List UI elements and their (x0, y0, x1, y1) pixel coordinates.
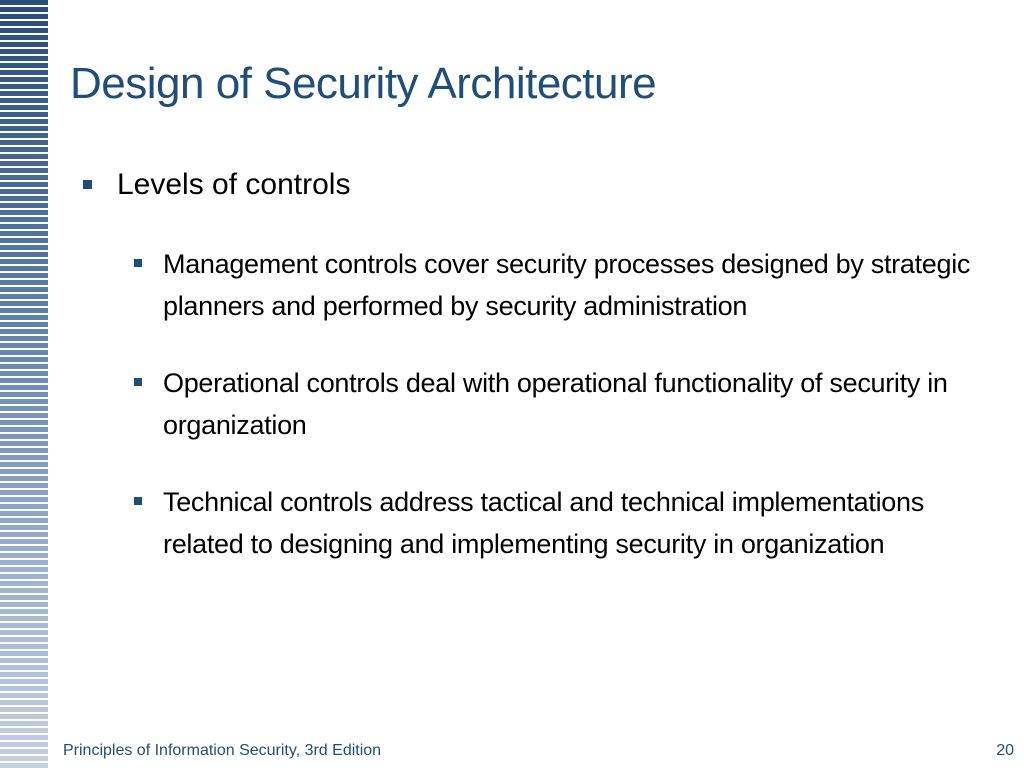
square-bullet-icon (134, 259, 142, 267)
square-bullet-icon (134, 378, 142, 386)
sub-bullet-text: Operational controls deal with operational functionality of security in organization (163, 368, 948, 440)
page-number: 20 (996, 742, 1014, 759)
square-bullet-icon (83, 180, 92, 189)
bullet-text: Levels of controls (117, 168, 351, 201)
footer-source: Principles of Information Security, 3rd Edition (63, 742, 382, 759)
bullet-item (117, 166, 997, 204)
square-bullet-icon (134, 497, 142, 505)
sub-bullet-text: Technical controls address tactical and technical implementations related to designing and implementing security in organization (163, 487, 924, 559)
sub-bullet-item (163, 243, 983, 327)
sub-bullet-item (163, 481, 983, 565)
sub-bullet-item (163, 362, 983, 446)
sub-bullet-text: Management controls cover security processes designed by strategic planners and performed by security administration (163, 249, 971, 321)
slide-title: Design of Security Architecture (70, 59, 657, 108)
